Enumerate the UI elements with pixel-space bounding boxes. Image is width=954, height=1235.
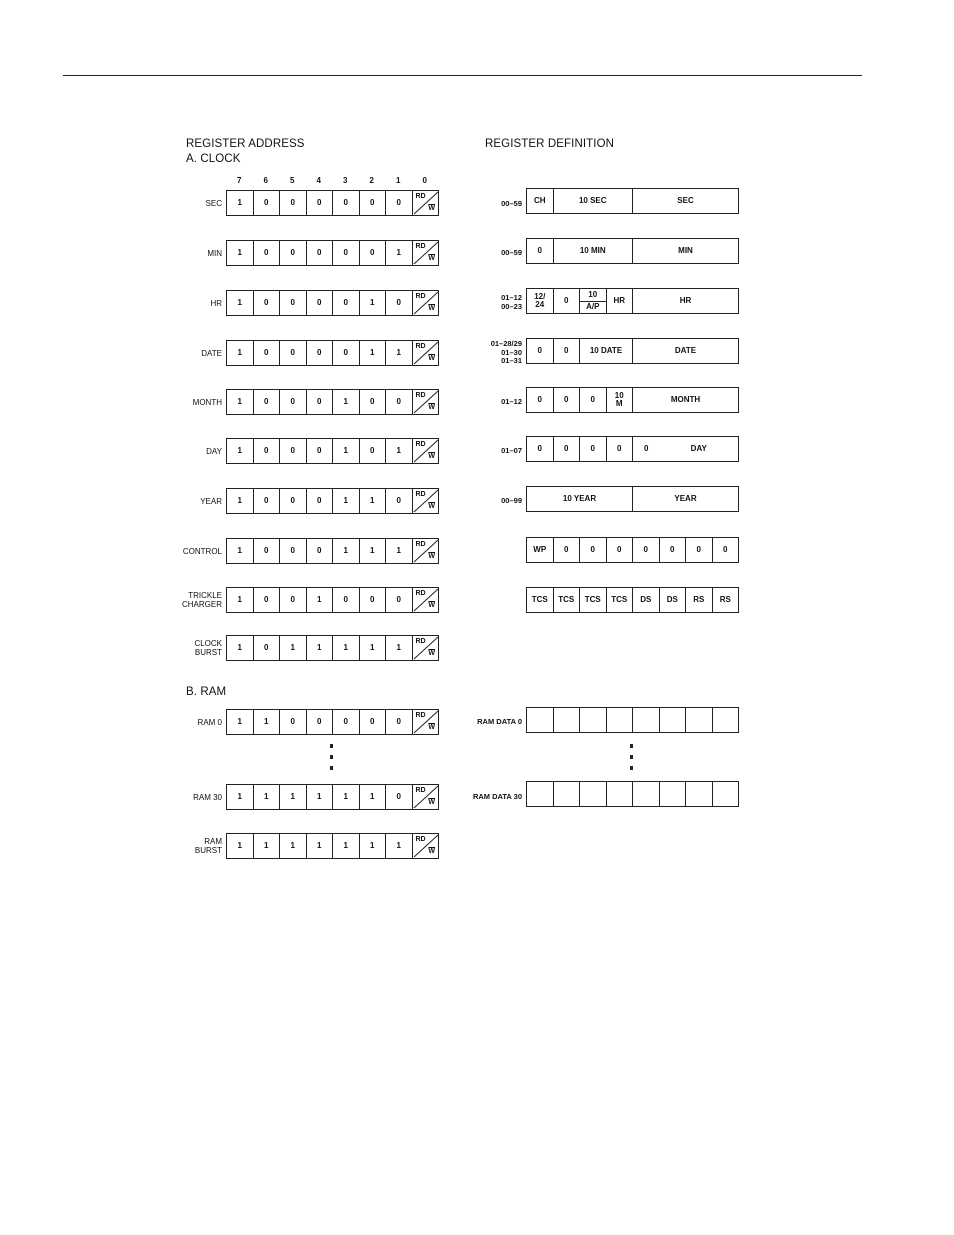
ram-data-0-bit-5 [580, 708, 607, 732]
w-label: $\overline{W}$ [428, 650, 435, 657]
address-bit-6: 0 [254, 390, 281, 414]
address-bit-6: 0 [254, 539, 281, 563]
control-bit-5: 0 [580, 538, 607, 562]
w-label: $\overline{W}$ [428, 404, 435, 411]
top-rule [63, 75, 862, 76]
address-bit-5: 0 [280, 241, 307, 265]
am-pm-label: A/P [586, 302, 600, 312]
w-label: $\overline{W}$ [428, 602, 435, 609]
control-label: CONTROL [182, 547, 222, 556]
ch-cell: CH [527, 189, 554, 213]
address-bit-2: 0 [360, 588, 387, 612]
ten-hr-cell: HR [607, 289, 634, 313]
address-bit-5: 1 [280, 636, 307, 660]
date-label: DATE [201, 349, 222, 358]
address-bit-7: 1 [227, 636, 254, 660]
min-range-label: 00–59 [501, 248, 522, 257]
ram-data-30-bit-6 [554, 782, 581, 806]
address-bit-4: 0 [307, 341, 334, 365]
address-bit-7: 1 [227, 785, 254, 809]
sec-cell: SEC [677, 196, 694, 205]
address-bit-4: 0 [307, 710, 334, 734]
address-bit-2: 0 [360, 439, 387, 463]
ram-data-0-label: RAM DATA 0 [477, 717, 522, 726]
sec-range-label: 00–59 [501, 199, 522, 208]
bit-number-6: 6 [263, 176, 268, 185]
address-bit-2: 1 [360, 341, 387, 365]
control-bit-6: 0 [554, 538, 581, 562]
trickle-charger-label: TRICKLE CHARGER [181, 591, 222, 609]
address-bit-4: 1 [307, 834, 334, 858]
read-write-bit [413, 834, 439, 858]
address-bit-2: 1 [360, 291, 387, 315]
bit-number-7: 7 [237, 176, 242, 185]
address-bit-6: 1 [254, 834, 281, 858]
address-bit-3: 0 [333, 241, 360, 265]
address-bit-2: 0 [360, 710, 387, 734]
sec-address-register [226, 190, 439, 216]
clock-burst-label: CLOCK BURST [194, 639, 222, 657]
trickle-bit-2: DS [660, 588, 687, 612]
data-continuation-dots [630, 744, 634, 777]
address-bit-6: 0 [254, 291, 281, 315]
address-bit-1: 0 [386, 588, 413, 612]
address-bit-7: 1 [227, 191, 254, 215]
ten-hr-ap-cell [580, 289, 607, 313]
ram-data-0-bit-0 [713, 708, 739, 732]
w-label: $\overline{W}$ [428, 724, 435, 731]
hr-cell: HR [679, 296, 692, 305]
address-bit-6: 0 [254, 588, 281, 612]
date-address-register [226, 340, 439, 366]
register-definition-heading: REGISTER DEFINITION [485, 138, 615, 150]
address-bit-7: 1 [227, 489, 254, 513]
address-bit-3: 0 [333, 588, 360, 612]
address-bit-5: 0 [280, 588, 307, 612]
ram-data-0-register [526, 707, 739, 733]
month-bit5-cell: 0 [580, 388, 607, 412]
trickle-bit-7: TCS [527, 588, 554, 612]
min-cell: MIN [678, 246, 693, 255]
control-bit-1: 0 [686, 538, 713, 562]
bit-number-3: 3 [343, 176, 348, 185]
read-write-bit [413, 341, 439, 365]
ram-0-address-register [226, 709, 439, 735]
ram-data-30-bit-4 [607, 782, 634, 806]
address-bit-4: 0 [307, 439, 334, 463]
ram-data-30-bit-5 [580, 782, 607, 806]
address-bit-6: 0 [254, 489, 281, 513]
ram-30-label: RAM 30 [193, 793, 222, 802]
read-write-bit [413, 588, 439, 612]
month-bit6-cell: 0 [554, 388, 581, 412]
control-address-register [226, 538, 439, 564]
month-address-register [226, 389, 439, 415]
address-continuation-dots [330, 744, 334, 777]
address-bit-7: 1 [227, 539, 254, 563]
rd-label: RD [415, 293, 426, 300]
ram-0-label: RAM 0 [197, 718, 222, 727]
trickle-charger-definition-register [526, 587, 739, 613]
ram-data-30-bit-7 [527, 782, 554, 806]
ram-data-30-bit-2 [660, 782, 687, 806]
trickle-bit-1: RS [686, 588, 713, 612]
read-write-bit [413, 636, 439, 660]
trickle-charger-address-register [226, 587, 439, 613]
day-label: DAY [206, 447, 222, 456]
read-write-bit [413, 710, 439, 734]
address-bit-2: 1 [360, 489, 387, 513]
ram-data-30-bit-0 [713, 782, 739, 806]
month-cell: MONTH [670, 395, 701, 404]
address-bit-1: 0 [386, 489, 413, 513]
w-label: $\overline{W}$ [428, 205, 435, 212]
address-bit-2: 0 [360, 241, 387, 265]
ram-data-0-bit-1 [686, 708, 713, 732]
day-bit5-cell: 0 [580, 437, 607, 461]
min-label: MIN [207, 249, 222, 258]
trickle-bit-3: DS [633, 588, 660, 612]
ram-data-30-bit-1 [686, 782, 713, 806]
ram-section-heading: B. RAM [186, 686, 227, 698]
address-bit-3: 0 [333, 291, 360, 315]
day-bit6-cell: 0 [554, 437, 581, 461]
address-bit-5: 0 [280, 489, 307, 513]
address-bit-3: 0 [333, 191, 360, 215]
bit-number-4: 4 [316, 176, 321, 185]
address-bit-1: 1 [386, 539, 413, 563]
address-bit-1: 0 [386, 291, 413, 315]
address-bit-3: 1 [333, 785, 360, 809]
address-bit-7: 1 [227, 439, 254, 463]
address-bit-4: 1 [307, 785, 334, 809]
ram-data-30-label: RAM DATA 30 [472, 792, 522, 801]
read-write-bit [413, 439, 439, 463]
year-address-register [226, 488, 439, 514]
hr-bit6-cell: 0 [554, 289, 581, 313]
w-label: $\overline{W}$ [428, 355, 435, 362]
min-bit7-cell: 0 [527, 239, 554, 263]
sec-definition-register [526, 188, 739, 214]
control-bit-3: 0 [633, 538, 660, 562]
rd-label: RD [415, 491, 426, 498]
rd-label: RD [415, 712, 426, 719]
rd-label: RD [415, 343, 426, 350]
address-bit-5: 1 [280, 834, 307, 858]
address-bit-7: 1 [227, 241, 254, 265]
year-cell: YEAR [674, 494, 697, 503]
ten-sec-cell: 10 SEC [554, 189, 634, 213]
read-write-bit [413, 241, 439, 265]
ram-30-address-register [226, 784, 439, 810]
address-bit-5: 0 [280, 291, 307, 315]
ten-date-cell: 10 DATE [580, 339, 633, 363]
address-bit-7: 1 [227, 390, 254, 414]
w-label: $\overline{W}$ [428, 503, 435, 510]
clock-section-heading: A. CLOCK [186, 153, 241, 165]
hr-label: HR [210, 299, 222, 308]
address-bit-1: 1 [386, 241, 413, 265]
read-write-bit [413, 291, 439, 315]
address-bit-4: 0 [307, 539, 334, 563]
address-bit-6: 1 [254, 785, 281, 809]
address-bit-2: 1 [360, 636, 387, 660]
ram-data-30-register [526, 781, 739, 807]
register-address-heading: REGISTER ADDRESS [186, 138, 305, 150]
w-label: $\overline{W}$ [428, 799, 435, 806]
w-label: $\overline{W}$ [428, 255, 435, 262]
address-bit-6: 0 [254, 636, 281, 660]
day-bit4-cell: 0 [607, 437, 634, 461]
address-bit-4: 1 [307, 588, 334, 612]
ram-data-0-bit-7 [527, 708, 554, 732]
day-cell: DAY [690, 444, 707, 453]
address-bit-1: 1 [386, 834, 413, 858]
ram-data-0-bit-2 [660, 708, 687, 732]
date-bit6-cell: 0 [554, 339, 581, 363]
bit-number-1: 1 [396, 176, 401, 185]
address-bit-1: 1 [386, 439, 413, 463]
trickle-bit-6: TCS [554, 588, 581, 612]
address-bit-1: 0 [386, 191, 413, 215]
address-bit-3: 0 [333, 341, 360, 365]
address-bit-1: 1 [386, 636, 413, 660]
address-bit-4: 0 [307, 241, 334, 265]
address-bit-1: 0 [386, 390, 413, 414]
control-bit-2: 0 [660, 538, 687, 562]
address-bit-3: 1 [333, 489, 360, 513]
hr-address-register [226, 290, 439, 316]
address-bit-4: 0 [307, 191, 334, 215]
read-write-bit [413, 191, 439, 215]
address-bit-2: 1 [360, 539, 387, 563]
read-write-bit [413, 785, 439, 809]
day-address-register [226, 438, 439, 464]
ten-month-cell: 10 M [607, 388, 634, 412]
rd-label: RD [415, 590, 426, 597]
date-cell: DATE [674, 346, 697, 355]
ten-year-cell: 10 YEAR [527, 487, 633, 511]
rd-label: RD [415, 193, 426, 200]
address-bit-5: 0 [280, 341, 307, 365]
year-definition-register [526, 486, 739, 512]
month-label: MONTH [192, 398, 222, 407]
address-bit-1: 1 [386, 341, 413, 365]
address-bit-4: 0 [307, 390, 334, 414]
address-bit-2: 0 [360, 390, 387, 414]
min-definition-register [526, 238, 739, 264]
w-label: $\overline{W}$ [428, 453, 435, 460]
rd-label: RD [415, 541, 426, 548]
control-definition-register [526, 537, 739, 563]
ram-data-0-bit-4 [607, 708, 634, 732]
hr-definition-register [526, 288, 739, 314]
read-write-bit [413, 489, 439, 513]
address-bit-5: 0 [280, 191, 307, 215]
address-bit-4: 1 [307, 636, 334, 660]
sec-label: SEC [205, 199, 222, 208]
address-bit-7: 1 [227, 834, 254, 858]
ram-burst-address-register [226, 833, 439, 859]
address-bit-5: 0 [280, 539, 307, 563]
date-definition-register [526, 338, 739, 364]
bit-number-5: 5 [290, 176, 295, 185]
address-bit-5: 1 [280, 785, 307, 809]
ram-burst-label: RAM BURST [194, 837, 222, 855]
address-bit-7: 1 [227, 710, 254, 734]
address-bit-6: 0 [254, 241, 281, 265]
address-bit-6: 0 [254, 439, 281, 463]
address-bit-3: 1 [333, 636, 360, 660]
day-definition-register [526, 436, 739, 462]
month-range-label: 01–12 [501, 397, 522, 406]
day-bit3-cell: 0 [644, 444, 649, 453]
w-label: $\overline{W}$ [428, 848, 435, 855]
address-bit-3: 0 [333, 710, 360, 734]
address-bit-4: 0 [307, 489, 334, 513]
trickle-bit-5: TCS [580, 588, 607, 612]
ram-data-30-bit-3 [633, 782, 660, 806]
read-write-bit [413, 539, 439, 563]
control-bit-7: WP [527, 538, 554, 562]
address-bit-5: 0 [280, 390, 307, 414]
address-bit-2: 0 [360, 191, 387, 215]
address-bit-2: 1 [360, 785, 387, 809]
address-bit-6: 1 [254, 710, 281, 734]
rd-label: RD [415, 836, 426, 843]
year-range-label: 00–99 [501, 496, 522, 505]
address-bit-1: 0 [386, 710, 413, 734]
hour-mode-cell: 12/ 24 [527, 289, 554, 313]
bit-number-2: 2 [369, 176, 374, 185]
ten-hr-label: 10 [580, 289, 606, 302]
ten-min-cell: 10 MIN [554, 239, 634, 263]
day-bit7-cell: 0 [527, 437, 554, 461]
address-bit-7: 1 [227, 291, 254, 315]
w-label: $\overline{W}$ [428, 305, 435, 312]
clock-burst-address-register [226, 635, 439, 661]
day-range-label: 01–07 [501, 446, 522, 455]
ram-data-0-bit-6 [554, 708, 581, 732]
month-definition-register [526, 387, 739, 413]
w-label: $\overline{W}$ [428, 553, 435, 560]
min-address-register [226, 240, 439, 266]
rd-label: RD [415, 787, 426, 794]
hr-range-label: 01–12 00–23 [501, 293, 522, 311]
rd-label: RD [415, 441, 426, 448]
address-bit-5: 0 [280, 439, 307, 463]
rd-label: RD [415, 392, 426, 399]
address-bit-3: 1 [333, 539, 360, 563]
read-write-bit [413, 390, 439, 414]
trickle-bit-0: RS [719, 595, 731, 604]
address-bit-6: 0 [254, 191, 281, 215]
address-bit-3: 1 [333, 439, 360, 463]
control-bit-0: 0 [723, 545, 728, 554]
trickle-bit-4: TCS [607, 588, 634, 612]
address-bit-6: 0 [254, 341, 281, 365]
bit-number-0: 0 [422, 176, 427, 185]
address-bit-3: 1 [333, 834, 360, 858]
date-bit7-cell: 0 [527, 339, 554, 363]
address-bit-1: 0 [386, 785, 413, 809]
control-bit-4: 0 [607, 538, 634, 562]
rd-label: RD [415, 243, 426, 250]
year-label: YEAR [200, 497, 222, 506]
ram-data-0-bit-3 [633, 708, 660, 732]
address-bit-3: 1 [333, 390, 360, 414]
rd-label: RD [415, 638, 426, 645]
address-bit-2: 1 [360, 834, 387, 858]
address-bit-5: 0 [280, 710, 307, 734]
month-bit7-cell: 0 [527, 388, 554, 412]
address-bit-7: 1 [227, 588, 254, 612]
date-range-label: 01–28/29 01–30 01–31 [490, 339, 522, 365]
address-bit-4: 0 [307, 291, 334, 315]
address-bit-7: 1 [227, 341, 254, 365]
